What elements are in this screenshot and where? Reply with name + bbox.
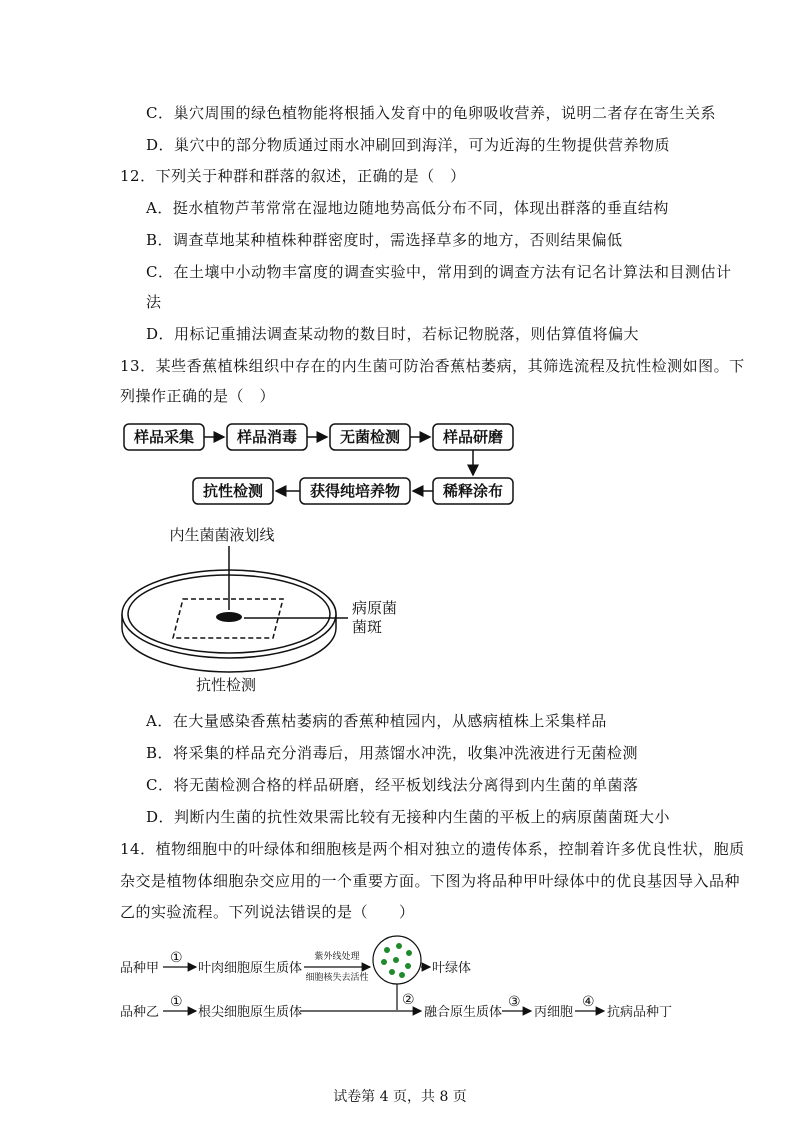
nucleus-label: 细胞核失去活性 <box>305 973 369 983</box>
uv-label: 紫外线处理 <box>314 952 360 962</box>
q12-option-c: C．在土壤中小动物丰富度的调查实验中，常用到的调查方法有记名计算法和目测估计 <box>146 263 732 281</box>
flow-text-2: 样品消毒 <box>236 428 298 446</box>
q12-option-b: B．调查草地某种植株种群密度时，需选择草多的地方，否则结果偏低 <box>146 231 623 249</box>
dish-caption: 抗性检测 <box>195 676 257 694</box>
resistant-label: 抗病品种丁 <box>607 1005 673 1020</box>
variety-a-label: 品种甲 <box>120 961 160 976</box>
chloroplast-dot <box>389 969 395 975</box>
q13-option-d: D．判断内生菌的抗性效果需比较有无接种内生菌的平板上的病原菌菌斑大小 <box>146 808 671 826</box>
q11-option-d: D．巢穴中的部分物质通过雨水冲刷回到海洋，可为近海的生物提供营养物质 <box>146 136 671 154</box>
chloroplast-dot <box>381 959 387 965</box>
pathogen-label-1: 病原菌 <box>352 599 398 617</box>
step2-label: ② <box>402 992 415 1008</box>
fused-label: 融合原生质体 <box>424 1005 503 1020</box>
chloroplast-dot <box>396 943 402 949</box>
q12-option-d: D．用标记重捕法调查某动物的数目时，若标记物脱落，则估算值将偏大 <box>146 325 640 343</box>
chloroplast-dot <box>406 950 412 956</box>
q13-stem-line2: 列操作正确的是（ ） <box>120 387 276 405</box>
q14-stem-line3: 乙的实验流程。下列说法错误的是（ ） <box>120 903 415 921</box>
q14-stem-line2: 杂交是植物体细胞杂交应用的一个重要方面。下图为将品种甲叶绿体中的优良基因导入品种 <box>120 872 741 890</box>
q13-option-a: A．在大量感染香蕉枯萎病的香蕉种植园内，从感病植株上采集样品 <box>146 712 607 730</box>
flow-text-7: 抗性检测 <box>202 482 264 500</box>
q12-stem: 12．下列关于种群和群落的叙述，正确的是（ ） <box>120 167 466 185</box>
q13-option-c: C．将无菌检测合格的样品研磨，经平板划线法分离得到内生菌的单菌落 <box>146 776 639 794</box>
step4-label: ④ <box>582 994 595 1010</box>
q11-option-c: C．巢穴周围的绿色植物能将根插入发育中的龟卵吸收营养，说明二者存在寄生关系 <box>146 104 716 122</box>
q12-option-c-cont: 法 <box>146 293 162 311</box>
root-tip-label: 根尖细胞原生质体 <box>198 1005 303 1020</box>
chloroplast-dot <box>384 947 390 953</box>
chloroplast-label: 叶绿体 <box>432 961 472 976</box>
step1-b-label: ① <box>170 994 183 1010</box>
variety-b-label: 品种乙 <box>120 1005 160 1020</box>
pathogen-label-2: 菌斑 <box>352 618 383 636</box>
flow-text-5: 稀释涂布 <box>442 482 504 500</box>
flow-text-3: 无菌检测 <box>339 428 401 446</box>
chloroplast-dot <box>405 963 411 969</box>
page-footer: 试卷第 4 页，共 8 页 <box>333 1089 467 1105</box>
flow-text-1: 样品采集 <box>133 428 195 446</box>
step3-label: ③ <box>508 994 521 1010</box>
streak-label: 内生菌菌液划线 <box>169 526 275 544</box>
q14-stem-line1: 14．植物细胞中的叶绿体和细胞核是两个相对独立的遗传体系，控制着许多优良性状，胞质 <box>120 840 745 858</box>
q13-stem-line1: 13．某些香蕉植株组织中存在的内生菌可防治香蕉枯萎病，其筛选流程及抗性检测如图。下 <box>120 357 745 375</box>
flow-text-6: 获得纯培养物 <box>309 482 401 500</box>
mesophyll-label: 叶肉细胞原生质体 <box>198 961 303 976</box>
chloroplast-dot <box>399 972 405 978</box>
petri-dish <box>122 546 348 672</box>
chloroplast-dots <box>381 943 412 978</box>
step1-a-label: ① <box>170 950 183 966</box>
flow-text-4: 样品研磨 <box>442 428 504 446</box>
cell-c-label: 丙细胞 <box>534 1005 574 1020</box>
q12-option-a: A．挺水植物芦苇常常在湿地边随地势高低分布不同，体现出群落的垂直结构 <box>146 199 669 217</box>
pathogen-colony <box>216 612 242 622</box>
q13-option-b: B．将采集的样品充分消毒后，用蒸馏水冲洗，收集冲洗液进行无菌检测 <box>146 744 639 762</box>
chloroplast-dot <box>393 957 399 963</box>
